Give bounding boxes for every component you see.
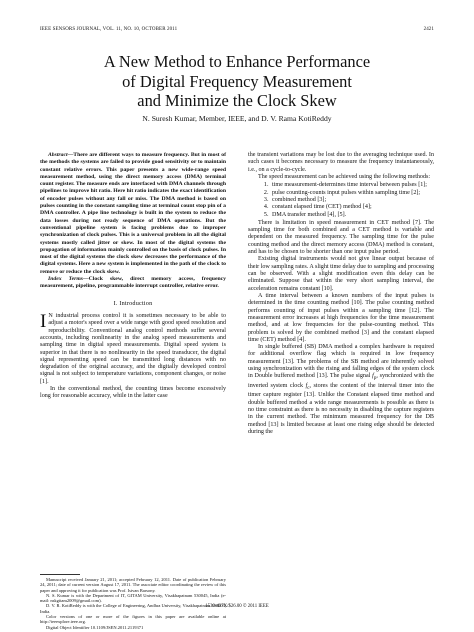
footnote-author-2: D. V. R. KotiReddy is with the College of Engineering, Andhra University, Visakhapatnam 530003, India. — [40, 603, 226, 614]
right-paragraph-4: Existing digital instruments would not give linear output because of their low sampling rates. A slight time delay due to sampling and processing can be observed. With a slight modification even this delay can be eliminated. Suppose that within the very short sampling interval, the acceleration remains constant [10]. — [248, 256, 434, 292]
footnote-author-1: N. S. Kumar is with the Department of IT, GITAM University, Visakhapatnam 530045, India (e-mail: nskgitam2009@gmail.com). — [40, 592, 226, 604]
right-column — [248, 152, 434, 436]
title-line-2: of Digital Frequency Measurement — [122, 71, 352, 91]
running-header-journal: IEEE SENSORS JOURNAL, VOL. 11, NO. 10, OCTOBER 2011 — [40, 27, 178, 32]
right-paragraph-5: A time interval between a known numbers of the input pulses is determined in the time counting method [10]. The pulse counting method performs counting of input pulses within a sampling time [12]. The measurement error increases at high frequencies for the time measurement method, and at low frequencies for the pulse-counting method. This problem is solved by the combined method [3] and the constant elapsed time (CET) method [4]. — [248, 292, 434, 343]
footnotes — [40, 574, 226, 630]
right-paragraph-6-part-a: In single buffered (SB) DMA method a complex hardware is required for additional overflow flag which is required in low frequency measurement [13]. The problems of the SB method are inherently solved using synchronization with the rising and falling edges of the system clock in Double buffered method [13]. The pulse signal — [248, 344, 434, 380]
footnote-color: Color versions of one or more of the figures in this paper are available online at http://ieeexplore.ieee.org. — [40, 614, 226, 625]
author-list: N. Suresh Kumar, Member, IEEE, and D. V. Rama KotiReddy — [142, 114, 332, 123]
footnote-manuscript: Manuscript received January 21, 2011; accepted February 12, 2011. Date of publication February 24, 2011; date of current version August 17, 2011. The associate editor coordinating the review of this paper and approving it for publication was Prof. Istvan Barsony. — [40, 577, 226, 593]
symbol-fc-subscript: c — [307, 385, 310, 392]
drop-cap: I — [40, 310, 47, 332]
title-line-1: A New Method to Enhance Performance — [103, 52, 371, 71]
left-column — [40, 152, 226, 401]
symbol-fc: f — [305, 382, 308, 389]
list-item: 3. combined method [3]; — [270, 197, 434, 204]
section-heading-introduction: I. Introduction — [113, 299, 153, 307]
index-terms-text: Clock skew, direct memory access, frequency measurement, pipeline, programmable interrupt controller, relative error. — [40, 276, 227, 290]
intro-paragraph-1-text: N industrial process control it is sometimes necessary to be able to adjust a motor's speed over a wide range with good speed resolution and reproducibility. Conventional analog control methods suffer several accounts, including nonlinearity in the analog speed measurements and sampling time in digital speed measurements. Digital speed system is superior in that there is no nonlinearity in the speed transducer, the digital signal representing speed can be transmitted long distances with no degradation of the original accuracy, and the digitally developed control signal is not subject to temperature variations, component changes, or noise [1]. — [40, 312, 226, 385]
symbol-fp-subscript: p — [373, 375, 377, 382]
right-paragraph-6 — [248, 344, 434, 436]
index-terms-label: Index Terms— — [48, 276, 89, 283]
list-item: 4. constant elapsed time (CET) method [4]; — [270, 204, 434, 211]
right-paragraph-6-part-c: , stores the content of the interval timer into the timer capture register [13]. Unlike the Constant elapsed time method and double buffered method a wide range measurements is possible as there is no time constraint as there is no necessity in disabling the capture registers in the current method. The minimum measured frequency for the DB method [13] is limited because at least one rising edge should be detected during the — [248, 382, 434, 435]
right-paragraph-1: the transient variations may be lost due to the averaging technique used. In such cases it becomes necessary to measure the frequency instantaneously, i.e., on a cycle-to-cycle. — [248, 152, 434, 173]
list-item: 1. time measurement-determines time interval between pulses [1]; — [270, 182, 434, 189]
abstract — [40, 152, 226, 276]
intro-paragraph-1 — [40, 310, 226, 386]
right-paragraph-2: The speed measurement can be achieved using the following methods: — [258, 173, 431, 180]
copyright-footer: 1530-437X/$26.00 © 2011 IEEE — [205, 604, 269, 609]
methods-list — [248, 182, 434, 219]
right-paragraph-6-part-b: , synchronized with the inverted system clock — [248, 373, 434, 389]
abstract-label: Abstract— — [48, 152, 74, 158]
footnote-doi: Digital Object Identifier 10.1109/JSEN.2011.2119371 — [46, 624, 144, 630]
title-line-3: and Minimize the Clock Skew — [137, 91, 337, 110]
footnote-rule — [40, 574, 80, 575]
paper-title — [40, 52, 434, 111]
symbol-fp: f — [372, 373, 374, 380]
abstract-text: There are different ways to measure frequency. But in most of the methods the systems are failed to provide good sensitivity or to maintain constant relative errors. This paper presents a new wide-range speed measurement method, using the direct memory access (DMA) terminal count register. The measure ends are interfaced with DMA channels through pipelines to improve hit ratio. Here hit ratio indicates the exact identification of encoder pulses without any fall or miss. The DMA method is based on pulses counting in the constant sampling time at terminal count stop pin of a DMA controller. A pipe line technology is built in the system to reduce the data losses during not ready sequence of DMA operations. But the conventional pipeline system is facing problems due to improper synchronization of clock pulses. This is a universal problem in all the digital systems mostly called jitter or skew. In most of the digital systems the propagation of information mainly controlled on the basis of clock pulses. In most of the digital systems the clock skew decreases the performance of the digital systems. Here a new system is implemented in the path of the clock to remove or reduce the clock skew. — [40, 152, 226, 275]
list-item: 5. DMA transfer method [4], [5]. — [270, 212, 434, 219]
list-item: 2. pulse counting-counts input pulses within sampling time [2]; — [270, 190, 434, 197]
intro-paragraph-2: In the conventional method, the counting times become excessively long for reasonable accuracy, while in the latter case — [40, 386, 226, 400]
page-number: 2421 — [423, 27, 434, 32]
right-paragraph-3: There is limitation in speed measurement in CET method [7]. The sampling time for both combined and a CET method is variable and dependent on the measured frequency. The sampling time for the pulse counting method and the direct memory access (DMA) method is constant, and has to be chosen to be shorter than one input pulse period. — [248, 219, 434, 256]
index-terms — [40, 276, 226, 291]
